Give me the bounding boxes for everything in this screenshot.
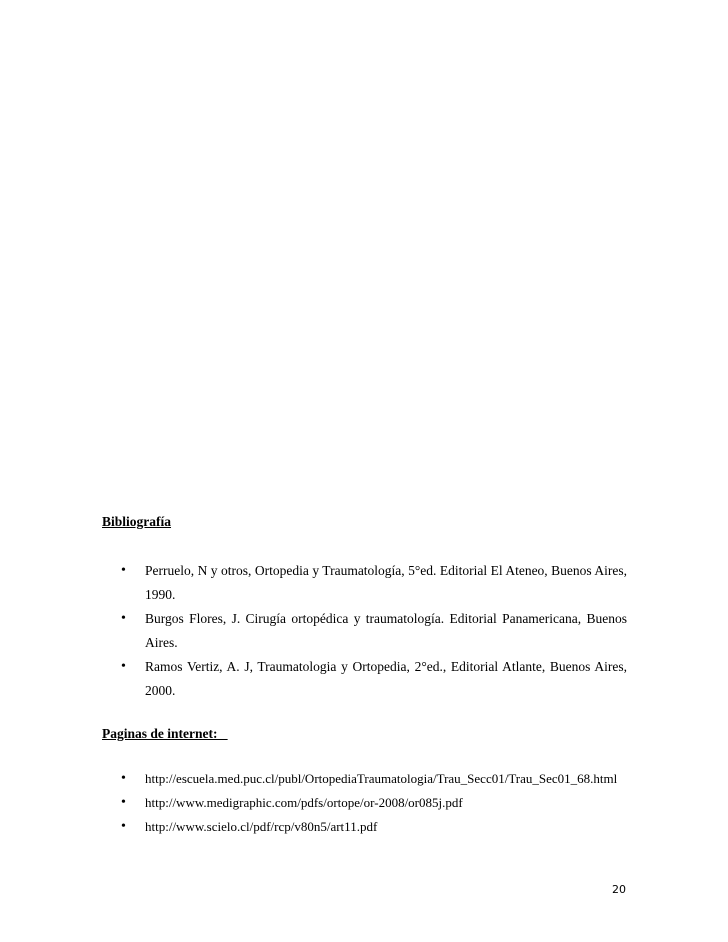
page-number: 20 — [612, 883, 626, 896]
internet-link-item — [0, 767, 627, 791]
internet-pages-heading: Paginas de internet: — [102, 726, 228, 741]
bibliography-item-text: Burgos Flores, J. Cirugía ortopédica y traumatología. Editorial Panamericana, Buenos Aires. — [145, 611, 627, 650]
bibliography-list — [0, 559, 728, 703]
bibliography-item — [0, 559, 627, 607]
bullet-icon: • — [121, 659, 126, 674]
internet-link[interactable]: http://www.scielo.cl/pdf/rcp/v80n5/art11.pdf — [145, 819, 378, 834]
bullet-icon: • — [121, 819, 126, 834]
internet-link[interactable]: http://escuela.med.puc.cl/publ/OrtopediaTraumatologia/Trau_Secc01/Trau_Sec01_68.html — [145, 771, 618, 786]
bibliography-heading: Bibliografía — [102, 514, 172, 529]
bullet-icon: • — [121, 795, 126, 810]
bullet-icon: • — [121, 563, 126, 578]
internet-link[interactable]: http://www.medigraphic.com/pdfs/ortope/or-2008/or085j.pdf — [145, 795, 463, 810]
bullet-icon: • — [121, 771, 126, 786]
bibliography-item-text: Perruelo, N y otros, Ortopedia y Traumatología, 5°ed. Editorial El Ateneo, Buenos Aires, 1990. — [145, 563, 627, 602]
bullet-icon: • — [121, 611, 126, 626]
internet-link-item — [0, 815, 627, 839]
internet-link-item — [0, 791, 627, 815]
bibliography-item — [0, 607, 627, 655]
bibliography-item — [0, 655, 627, 703]
bibliography-item-text: Ramos Vertiz, A. J, Traumatologia y Ortopedia, 2°ed., Editorial Atlante, Buenos Aires, 2000. — [145, 659, 627, 698]
internet-links-list — [0, 767, 728, 839]
